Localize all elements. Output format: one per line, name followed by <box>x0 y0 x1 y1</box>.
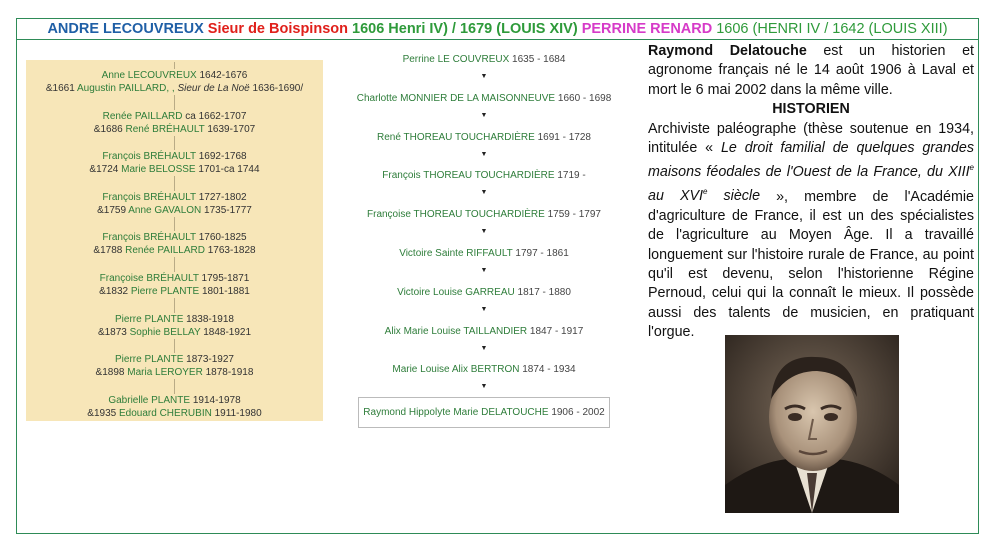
ancestor-name: François BRÉHAULT <box>102 151 196 163</box>
spouse-dates: 1763-1828 <box>207 245 256 257</box>
spouse-dates: 1701-ca 1744 <box>198 164 260 176</box>
marriage-year: &1686 <box>93 123 123 135</box>
spouse-dates: 1639-1707 <box>207 123 256 135</box>
marriage-year: &1759 <box>97 204 127 216</box>
marriage-line <box>26 204 323 217</box>
bio-text-a: Archiviste paléographe (thèse soutenue en 1934, intitulée « <box>648 120 974 157</box>
portrait-photo <box>725 335 899 513</box>
header-spouse-dates: 1606 (HENRI IV / 1642 (LOUIS XIII) <box>716 21 948 37</box>
left-couple-entry <box>26 150 323 176</box>
marriage-line <box>26 163 323 176</box>
marriage-line <box>26 123 323 136</box>
header-spouse-name: PERRINE RENARD <box>581 21 713 37</box>
marriage-year: &1898 <box>95 367 125 379</box>
down-arrow-icon: ▼ <box>480 383 488 391</box>
ancestor-name: François BRÉHAULT <box>102 191 196 203</box>
descendant-name: Raymond Hippolyte Marie DELATOUCHE <box>363 407 549 418</box>
marriage-year: &1832 <box>99 286 129 297</box>
down-arrow-icon: ▼ <box>480 267 488 274</box>
person-name: Victoire Louise GARREAU <box>397 286 515 298</box>
page-header <box>17 19 978 40</box>
person-name: Victoire Sainte RIFFAULT <box>399 248 513 259</box>
ancestor-name: Renée PAILLARD <box>102 110 183 122</box>
marriage-year: &1788 <box>93 245 123 257</box>
ancestor-dates: 1727-1802 <box>198 191 247 203</box>
bio-sup-2: e <box>703 187 708 197</box>
middle-person-entry <box>356 208 612 221</box>
descendant-dates: 1906 - 2002 <box>551 407 605 418</box>
ancestor-line <box>26 110 323 123</box>
person-name: Françoise THOREAU TOUCHARDIÈRE <box>367 209 545 221</box>
spouse-dates: 1801-1881 <box>202 286 250 297</box>
left-couple-entry <box>26 110 323 136</box>
portrait-illustration <box>725 335 899 513</box>
bio-heading: HISTORIEN <box>772 101 850 118</box>
spouse-dates: 1911-1980 <box>214 407 262 419</box>
spouse-name: Marie BELOSSE <box>121 164 196 176</box>
person-dates: 1874 - 1934 <box>522 364 576 376</box>
down-arrow-icon: ▼ <box>480 344 488 352</box>
ancestor-name: Gabrielle PLANTE <box>108 394 191 406</box>
left-couple-entry <box>26 69 323 95</box>
marriage-line <box>26 366 323 379</box>
left-couple-entry <box>26 231 323 257</box>
person-dates: 1719 - <box>557 170 586 182</box>
down-arrow-icon: ▼ <box>480 189 488 197</box>
ancestor-line <box>26 69 323 82</box>
descendant-box <box>358 397 610 428</box>
spouse-name: Pierre PLANTE <box>130 286 200 297</box>
left-couple-entry <box>26 313 323 339</box>
ancestor-dates: 1692-1768 <box>198 151 247 163</box>
middle-person-entry <box>356 169 612 182</box>
person-dates: 1635 - 1684 <box>512 54 566 65</box>
marriage-line <box>26 285 323 298</box>
middle-person-entry <box>356 131 612 144</box>
bio-sup-1: e <box>969 163 974 173</box>
header-ancestor-name: ANDRE LECOUVREUX <box>47 21 204 37</box>
biography-text <box>648 42 974 343</box>
ancestor-dates: 1838-1918 <box>186 313 234 325</box>
left-couple-entry <box>26 353 323 379</box>
left-couple-entry <box>26 191 323 217</box>
spouse-title: Sieur de La Noë <box>177 83 250 94</box>
person-name: Marie Louise Alix BERTRON <box>392 364 520 376</box>
ancestor-dates: 1642-1676 <box>199 70 248 81</box>
person-name: Perrine LE COUVREUX <box>402 54 510 65</box>
left-genealogy-panel <box>26 60 323 421</box>
spouse-dates: 1735-1777 <box>204 204 252 216</box>
person-name: René THOREAU TOUCHARDIÈRE <box>377 131 535 143</box>
middle-person-entry <box>356 92 612 105</box>
person-dates: 1797 - 1861 <box>515 248 569 259</box>
person-name: Charlotte MONNIER DE LA MAISONNEUVE <box>356 92 556 104</box>
marriage-year: &1873 <box>97 326 127 338</box>
marriage-line <box>26 326 323 339</box>
person-dates: 1817 - 1880 <box>517 286 571 298</box>
bio-paragraph-2 <box>648 120 974 343</box>
ancestor-name: Pierre PLANTE <box>115 354 184 366</box>
marriage-line <box>26 244 323 257</box>
ancestor-line <box>26 394 323 407</box>
bio-thesis-part-3: siècle <box>707 188 761 205</box>
ancestor-line <box>26 231 323 244</box>
bio-text-b: », membre de l'Académie d'agriculture de France, il est un des spécialistes de l'agriculture au Moyen Âge. Il a travaillé longuement sur l'histoire rurale de France, au point qu'il est devenu, selon l'historienne Régine Pernoud, celui qui la connaît le mieux. Il possède aussi des talents de musicien, en pratiquant l'orgue. <box>648 188 974 341</box>
bio-subject-name: Raymond Delatouche <box>648 43 807 59</box>
person-dates: 1759 - 1797 <box>547 209 601 221</box>
ancestor-dates: 1795-1871 <box>201 273 250 284</box>
person-dates: 1660 - 1698 <box>557 92 612 104</box>
middle-person-entry <box>356 286 612 299</box>
down-arrow-icon: ▼ <box>480 228 488 236</box>
spouse-name: René BRÉHAULT <box>125 123 205 135</box>
person-dates: 1691 - 1728 <box>537 131 591 143</box>
spouse-name: Maria LEROYER <box>127 367 203 379</box>
ancestor-name: Françoise BRÉHAULT <box>99 273 199 284</box>
spouse-dates: 1636-1690/ <box>252 83 304 94</box>
marriage-line <box>26 407 323 420</box>
down-arrow-icon: ▼ <box>480 150 488 158</box>
bio-thesis-part-1: Le droit familial de quelques grandes maisons féodales de l'Ouest de la France, du XIII <box>648 140 974 181</box>
person-dates: 1847 - 1917 <box>529 325 584 337</box>
down-arrow-icon: ▼ <box>480 111 488 119</box>
bio-intro-text: est un historien et agronome français né le 14 août 1906 à Laval et mort le 6 mai 2002 dans la même ville. <box>648 43 974 98</box>
header-ancestor-dates: 1606 Henri IV) / 1679 (LOUIS XIV) <box>352 21 578 37</box>
ancestor-line <box>26 313 323 326</box>
middle-genealogy-column <box>356 48 612 438</box>
bio-paragraph-1 <box>648 42 974 100</box>
middle-person-entry <box>356 325 612 338</box>
bio-thesis-part-2: au XVI <box>648 188 703 205</box>
middle-person-entry <box>356 363 612 376</box>
marriage-year: &1935 <box>87 407 117 419</box>
header-title: Sieur de Boispinson <box>207 21 348 37</box>
person-name: François THOREAU TOUCHARDIÈRE <box>382 170 555 182</box>
spouse-name: Renée PAILLARD <box>125 245 205 257</box>
down-arrow-icon: ▼ <box>480 73 488 80</box>
ancestor-dates: 1914-1978 <box>192 394 241 406</box>
middle-person-entry <box>356 53 612 66</box>
marriage-year: &1724 <box>89 164 119 176</box>
ancestor-name: Pierre PLANTE <box>115 313 184 325</box>
marriage-year: &1661 <box>45 83 75 94</box>
ancestor-dates: 1760-1825 <box>198 232 247 244</box>
spouse-dates: 1878-1918 <box>205 367 254 379</box>
marriage-line <box>26 82 323 95</box>
spouse-name: Augustin PAILLARD, , <box>77 83 175 94</box>
ancestor-line <box>26 191 323 204</box>
left-couple-entry <box>26 272 323 298</box>
spouse-name: Sophie BELLAY <box>129 326 201 338</box>
spouse-name: Edouard CHERUBIN <box>119 407 212 419</box>
spouse-dates: 1848-1921 <box>203 326 252 338</box>
middle-person-entry <box>356 247 612 260</box>
ancestor-dates: ca 1662-1707 <box>185 110 247 122</box>
down-arrow-icon: ▼ <box>480 305 488 313</box>
ancestor-line <box>26 272 323 285</box>
ancestor-name: François BRÉHAULT <box>102 232 196 244</box>
ancestor-line <box>26 150 323 163</box>
spouse-name: Anne GAVALON <box>128 204 202 216</box>
ancestor-line <box>26 353 323 366</box>
ancestor-dates: 1873-1927 <box>186 354 234 366</box>
person-name: Alix Marie Louise TAILLANDIER <box>384 325 528 337</box>
ancestor-name: Anne LECOUVREUX <box>101 70 197 81</box>
left-couple-entry <box>26 394 323 420</box>
